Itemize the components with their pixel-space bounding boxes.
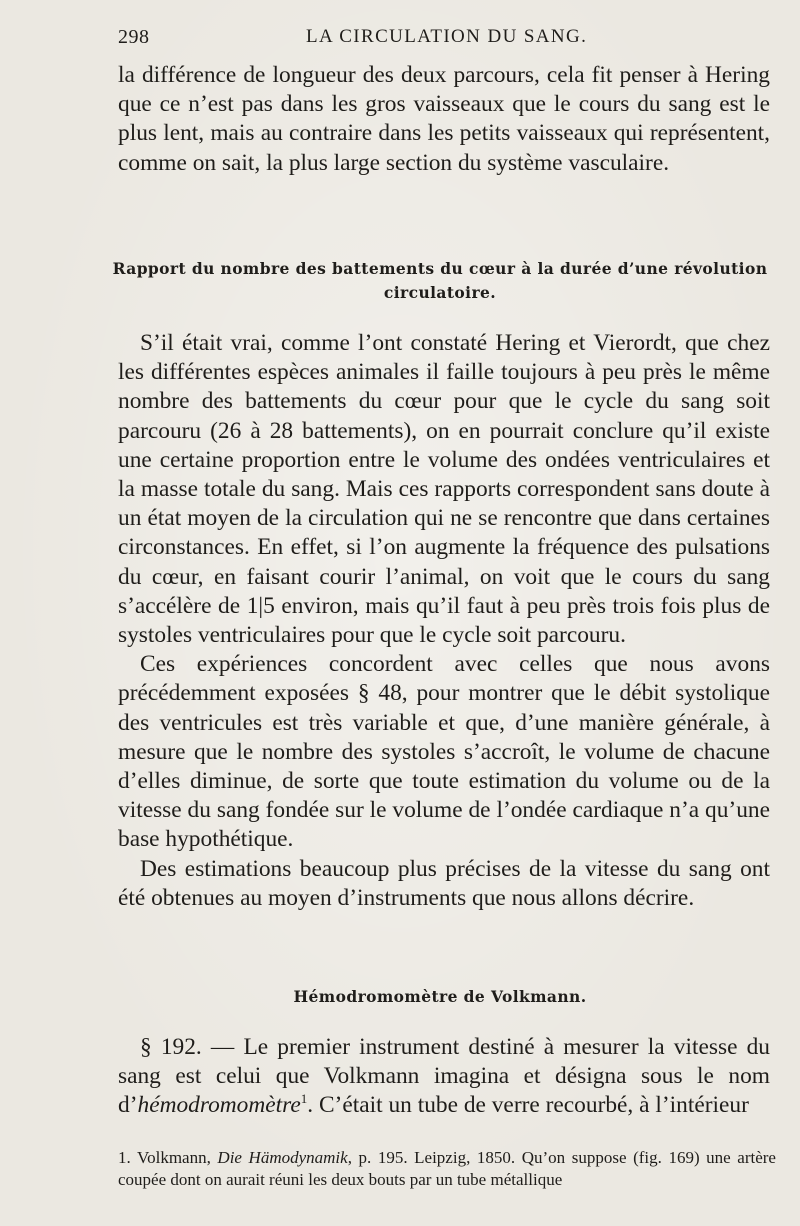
- paragraph-estimations: Des estimations beaucoup plus précises de la vitesse du sang ont été obtenues au moyen d’instruments que nous allons décrire.: [118, 855, 770, 911]
- page-number: 298: [118, 26, 150, 48]
- paragraph-hering-vierordt: S’il était vrai, comme l’ont constaté Hering et Vierordt, que chez les différentes espèces animales il faille toujours à peu près le même nombre des battements du cœur pour que le cycle du sang soit parcouru (26 à 28 battements), on en pourrait conclure qu’il existe une certaine proportion entre le volume des ondées ventriculaires et la masse totale du sang. Mais ces rapports correspondent sans doute à un état moyen de la circulation qui ne se rencontre que dans certaines circonstances. En effet, si l’on augmente la fréquence des pulsations du cœur, en faisant courir l’animal, on voit que le cours du sang s’accélère de 1|5 environ, mais qu’il faut à peu près trois fois plus de systoles ventriculaires pour que le cycle soit parcouru.: [118, 330, 770, 649]
- footnote-reference: 1: [300, 1091, 308, 1107]
- paragraph-192-text: § 192. — Le premier instrument destiné à mesurer la vitesse du sang est celui que Volkmann imagina et désigna sous le nom d’: [118, 1034, 770, 1119]
- footnote: [118, 1147, 776, 1191]
- page-header: [118, 26, 768, 56]
- section-body-hemodromometre: [118, 1033, 770, 1121]
- paragraph-continuation: [118, 61, 770, 178]
- paragraph-text: la différence de longueur des deux parcours, cela fit penser à Hering que ce n’est pas dans les gros vaisseaux que le cours du sang est le plus lent, mais au contraire dans les petits vaisseaux qui représentent, comme on sait, la plus large section du système vasculaire.: [118, 62, 770, 176]
- running-title: LA CIRCULATION DU SANG.: [306, 26, 588, 47]
- paragraph-192: [118, 1033, 770, 1121]
- footnote-rest: , p. 195. Leipzig, 1850. Qu’on suppose (fig. 169) une artère coupée dont on aurait réuni les deux bouts par un tube métallique: [118, 1148, 776, 1189]
- section-heading-rapport: Rapport du nombre des battements du cœur à la durée d’une révolution circulatoire.: [112, 259, 768, 302]
- paragraph-192-continuation: . C’était un tube de verre recourbé, à l’intérieur: [307, 1092, 749, 1119]
- footnote-title: Die Hämodynamik: [217, 1148, 348, 1167]
- footnote-author: 1. Volkmann,: [118, 1148, 218, 1167]
- term-hemodromometre: hémodromomètre: [137, 1092, 301, 1119]
- section-body-rapport: [118, 329, 770, 913]
- section-heading-hemodromometre: Hémodromomètre de Volkmann.: [293, 987, 587, 1006]
- footnote-text: [118, 1147, 776, 1191]
- paragraph-experiences: Ces expériences concordent avec celles que nous avons précédemment exposées § 48, pour montrer que le débit systolique des ventricules est très variable et que, d’une manière générale, à mesure que le nombre des systoles s’accroît, le volume de chacune d’elles diminue, de sorte que toute estimation du volume ou de la vitesse du sang fondée sur le volume de l’ondée cardiaque n’a qu’une base hypothétique.: [118, 651, 770, 853]
